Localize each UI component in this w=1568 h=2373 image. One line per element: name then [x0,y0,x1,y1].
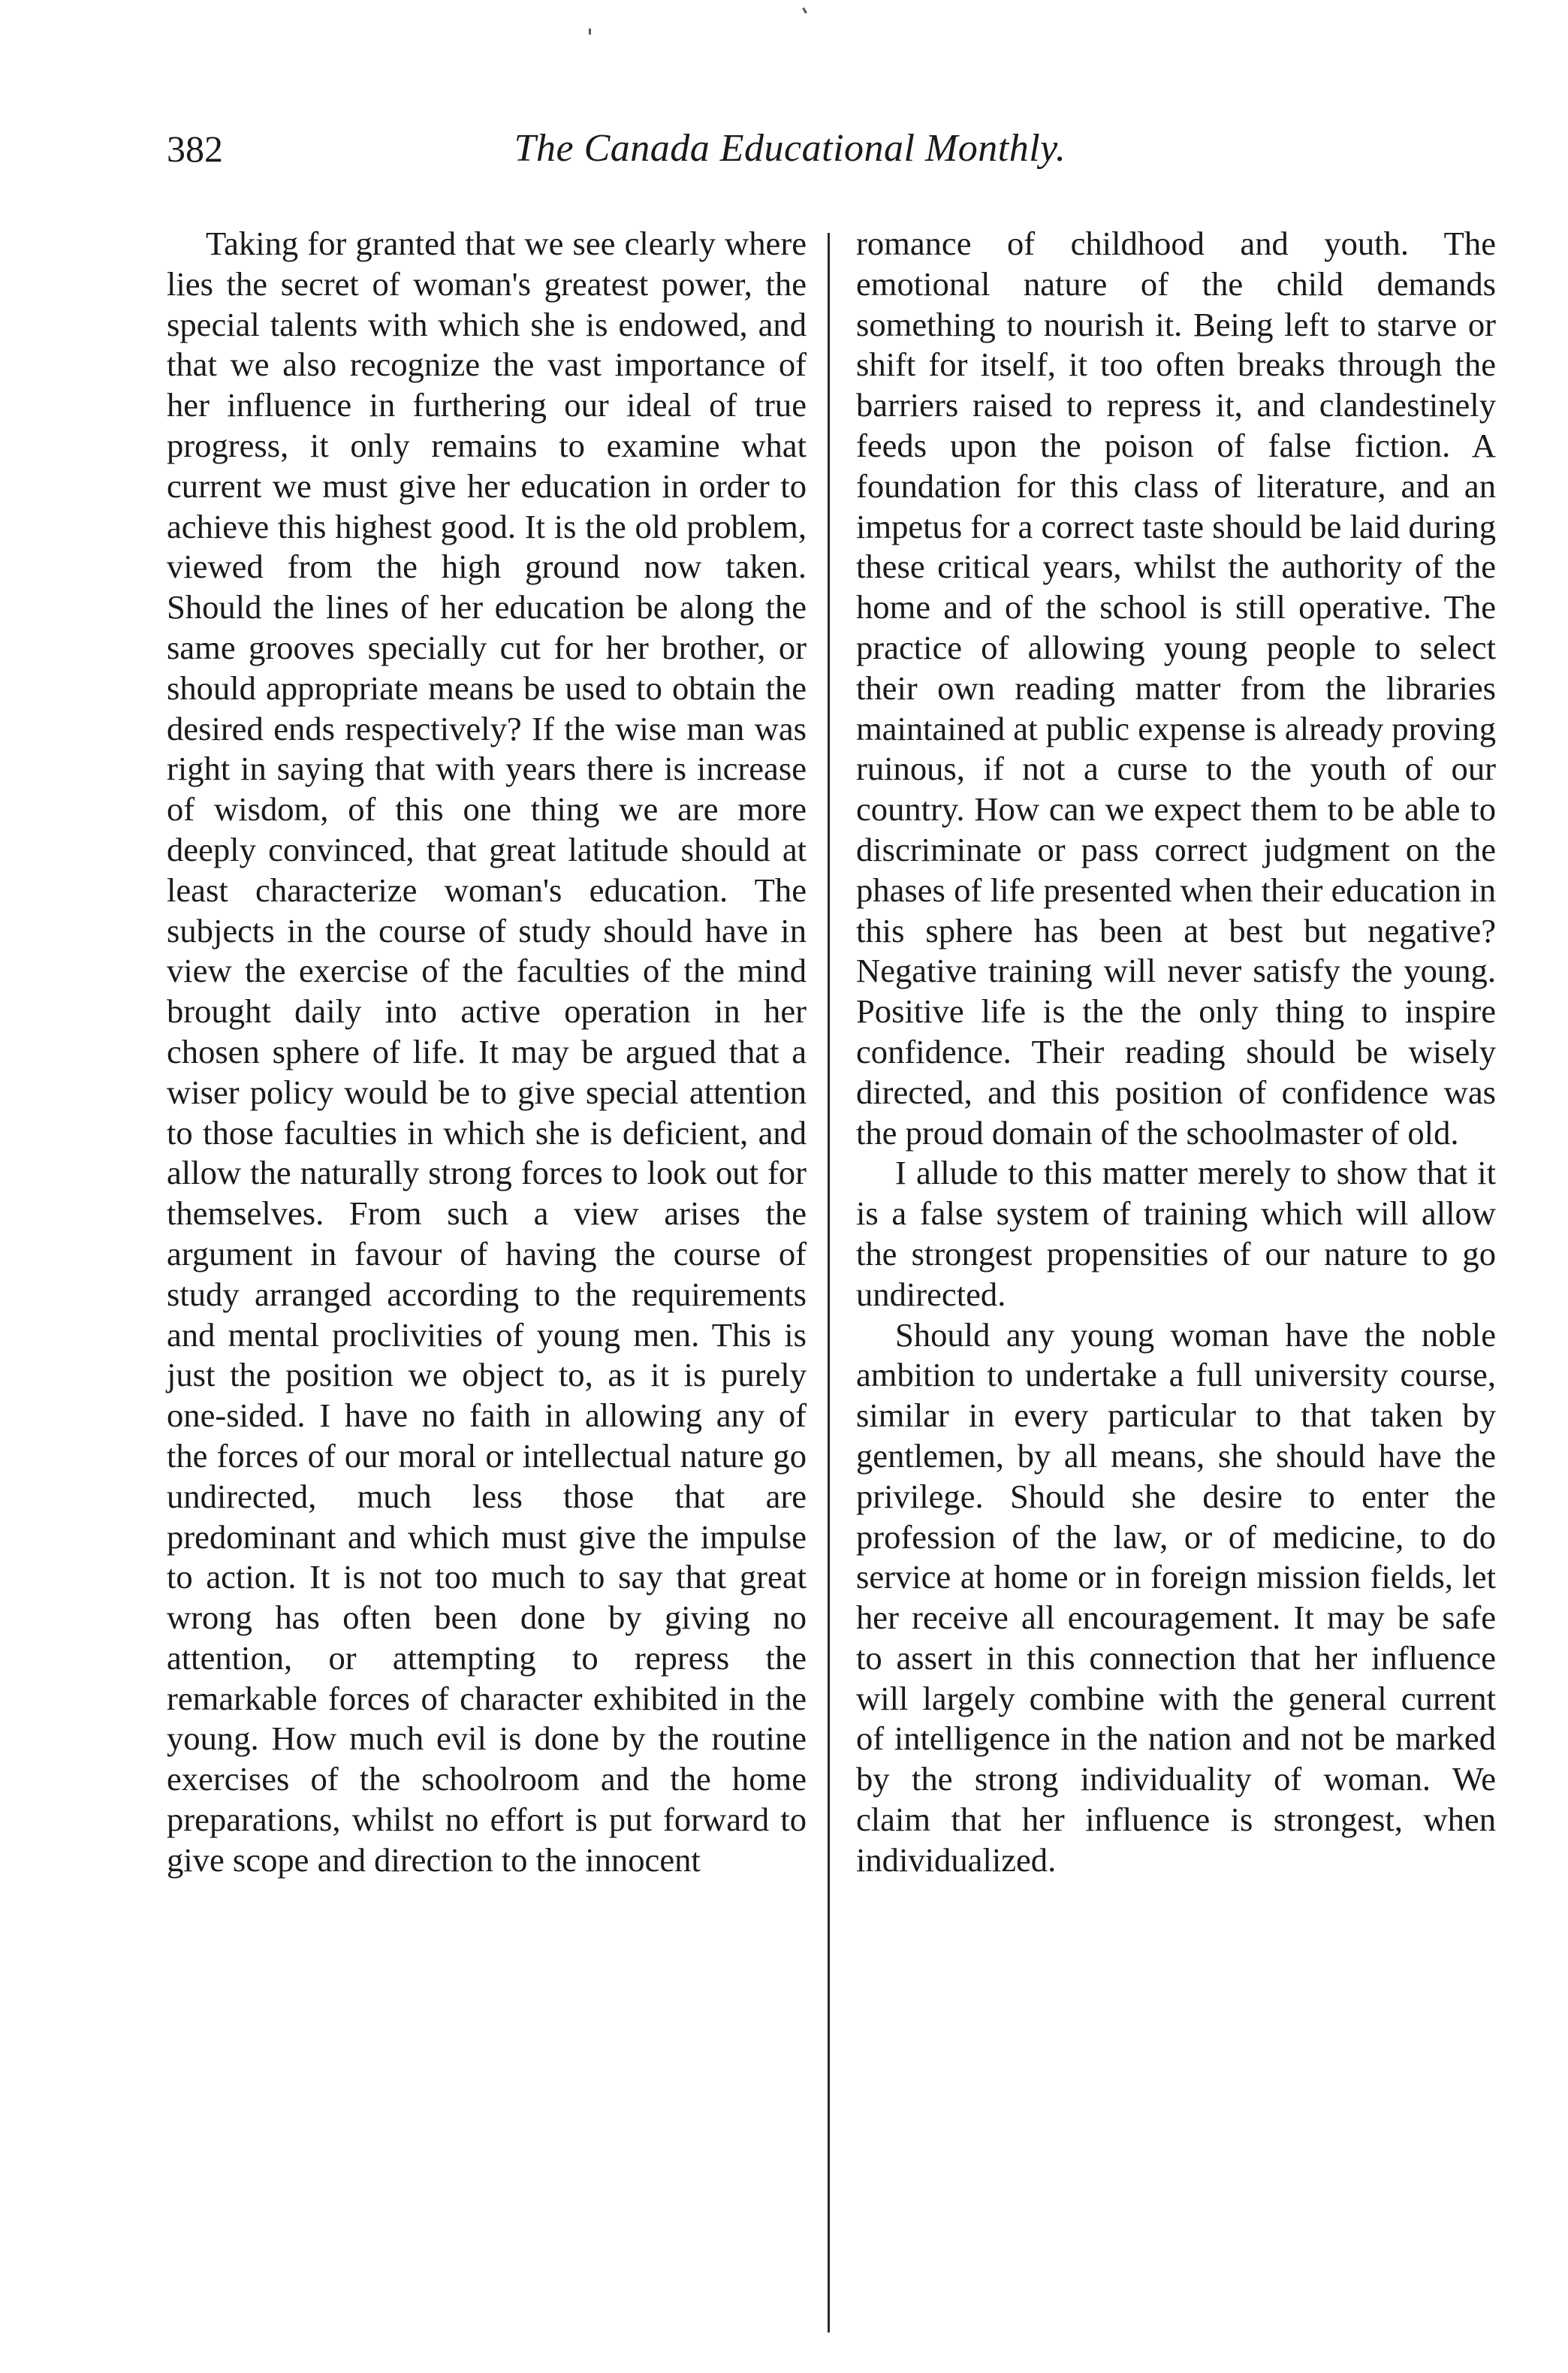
page-header [167,126,1413,186]
paragraph: Taking for granted that we see clearly where lies the secret of woman's greatest power, the special talents with which she is endowed, and that we also recognize the vast importance of her influence in furthering our ideal of true progress, it only remains to examine what current we must give her education in order to achieve this highest good. It is the old problem, viewed from the high ground now taken. Should the lines of her education be along the same grooves specially cut for her brother, or should appropriate means be used to obtain the desired ends respectively? If the wise man was right in saying that with years there is increase of wisdom, of this one thing we are more deeply convinced, that great latitude should at least characterize woman's education. The subjects in the course of study should have in view the exercise of the faculties of the mind brought daily into active operation in her chosen sphere of life. It may be argued that a wiser policy would be to give special attention to those faculties in which she is deficient, and allow the naturally strong forces to look out for themselves. From such a view arises the argument in favour of having the course of study arranged according to the requirements and mental proclivities of young men. This is just the position we object to, as it is purely one-sided. I have no faith in allowing any of the forces of our moral or intellectual nature go undirected, much less those that are predominant and which must give the impulse to action. It is not too much to say that great wrong has often been done by giving no attention, or attempting to repress the remarkable forces of character exhibited in the young. How much evil is done by the routine exercises of the schoolroom and the home preparations, whilst no effort is put forward to give scope and direction to the innocent [167,225,807,1879]
print-speck [589,29,591,35]
running-title: The Canada Educational Monthly. [514,127,1066,170]
right-column [856,224,1496,1881]
page-number: 382 [167,128,223,170]
left-column [167,224,807,1881]
paragraph: I allude to this matter merely to show that it is a false system of training which will allow the strongest propensities of our nature to go undirected. [856,1154,1496,1313]
column-divider [828,233,830,2332]
print-speck [802,8,807,14]
paragraph: romance of childhood and youth. The emotional nature of the child demands something to nourish it. Being left to starve or shift for itself, it too often breaks through the barriers raised to repress it, and clandestinely feeds upon the poison of false fiction. A foundation for this class of literature, and an impetus for a correct taste should be laid during these critical years, whilst the authority of the home and of the school is still operative. The practice of allowing young people to select their own reading matter from the libraries maintained at public expense is already proving ruinous, if not a curse to the youth of our country. How can we expect them to be able to discriminate or pass correct judgment on the phases of life presented when their education in this sphere has been at best but negative? Negative training will never satisfy the young. Positive life is the the only thing to inspire confidence. Their reading should be wisely directed, and this position of confidence was the proud domain of the schoolmaster of old. [856,225,1496,1152]
paragraph: Should any young woman have the noble ambition to undertake a full university course, similar in every particular to that taken by gentlemen, by all means, she should have the privilege. Should she desire to enter the profession of the law, or of medicine, to do service at home or in foreign mission fields, let her receive all encouragement. It may be safe to assert in this connection that her influence will largely combine with the general current of intelligence in the nation and not be marked by the strong individuality of woman. We claim that her influence is strongest, when individualized. [856,1315,1496,1879]
